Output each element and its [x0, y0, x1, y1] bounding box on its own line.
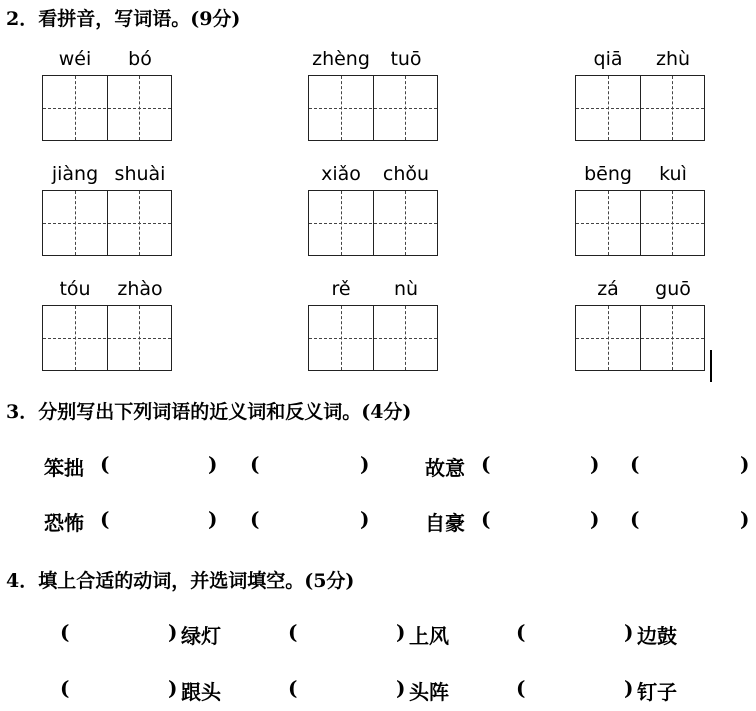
pinyin: nù	[393, 278, 419, 300]
paren-open: (	[60, 620, 70, 644]
writing-grid[interactable]	[42, 190, 172, 256]
pinyin: zhèng	[312, 48, 370, 70]
paren-open: (	[250, 452, 260, 476]
paren-open: (	[630, 507, 640, 531]
writing-grid[interactable]	[575, 75, 705, 141]
pinyin: kuì	[659, 163, 687, 185]
writing-grid[interactable]	[42, 75, 172, 141]
pinyin: bó	[128, 48, 152, 70]
word: 故意	[425, 456, 465, 480]
paren-open: (	[630, 452, 640, 476]
pinyin: chǒu	[382, 163, 430, 185]
paren-close: )	[396, 676, 406, 700]
q3-title: 3．分别写出下列词语的近义词和反义词。(4分)	[6, 401, 412, 423]
pinyin: zá	[597, 278, 619, 300]
word: 头阵	[409, 680, 449, 704]
paren-close: )	[624, 620, 634, 644]
paren-close: )	[590, 507, 600, 531]
word: 跟头	[181, 680, 221, 704]
word: 恐怖	[44, 511, 84, 535]
paren-close: )	[590, 452, 600, 476]
paren-close: )	[624, 676, 634, 700]
pinyin: tuō	[390, 48, 422, 70]
word: 自豪	[425, 511, 465, 535]
paren-close: )	[740, 507, 750, 531]
word: 上风	[409, 624, 449, 648]
paren-open: (	[481, 507, 491, 531]
paren-close: )	[360, 507, 370, 531]
word: 边鼓	[637, 624, 677, 648]
word: 绿灯	[181, 624, 221, 648]
paren-close: )	[396, 620, 406, 644]
paren-open: (	[516, 676, 526, 700]
pinyin: jiàng	[51, 163, 99, 185]
paren-close: )	[360, 452, 370, 476]
q2-title: 2．看拼音，写词语。(9分)	[6, 8, 241, 30]
writing-grid[interactable]	[575, 305, 705, 371]
pinyin: qiā	[593, 48, 623, 70]
pinyin: shuài	[114, 163, 166, 185]
paren-open: (	[100, 452, 110, 476]
pinyin: zhào	[117, 278, 163, 300]
paren-open: (	[250, 507, 260, 531]
paren-open: (	[481, 452, 491, 476]
writing-grid[interactable]	[308, 190, 438, 256]
pinyin: tóu	[59, 278, 91, 300]
writing-grid[interactable]	[42, 305, 172, 371]
paren-close: )	[208, 507, 218, 531]
word: 钉子	[637, 680, 677, 704]
writing-grid[interactable]	[308, 305, 438, 371]
paren-close: )	[168, 620, 178, 644]
paren-open: (	[516, 620, 526, 644]
pinyin: wéi	[58, 48, 92, 70]
pinyin: xiǎo	[321, 163, 361, 185]
paren-open: (	[288, 620, 298, 644]
paren-open: (	[288, 676, 298, 700]
q4-title: 4．填上合适的动词，并选词填空。(5分)	[6, 570, 355, 592]
word: 笨拙	[44, 456, 84, 480]
paren-close: )	[168, 676, 178, 700]
text-cursor	[710, 350, 712, 382]
pinyin: rě	[331, 278, 351, 300]
pinyin: bēng	[584, 163, 632, 185]
paren-close: )	[208, 452, 218, 476]
paren-open: (	[100, 507, 110, 531]
pinyin: zhù	[655, 48, 691, 70]
paren-open: (	[60, 676, 70, 700]
writing-grid[interactable]	[308, 75, 438, 141]
pinyin: guō	[655, 278, 691, 300]
paren-close: )	[740, 452, 750, 476]
writing-grid[interactable]	[575, 190, 705, 256]
